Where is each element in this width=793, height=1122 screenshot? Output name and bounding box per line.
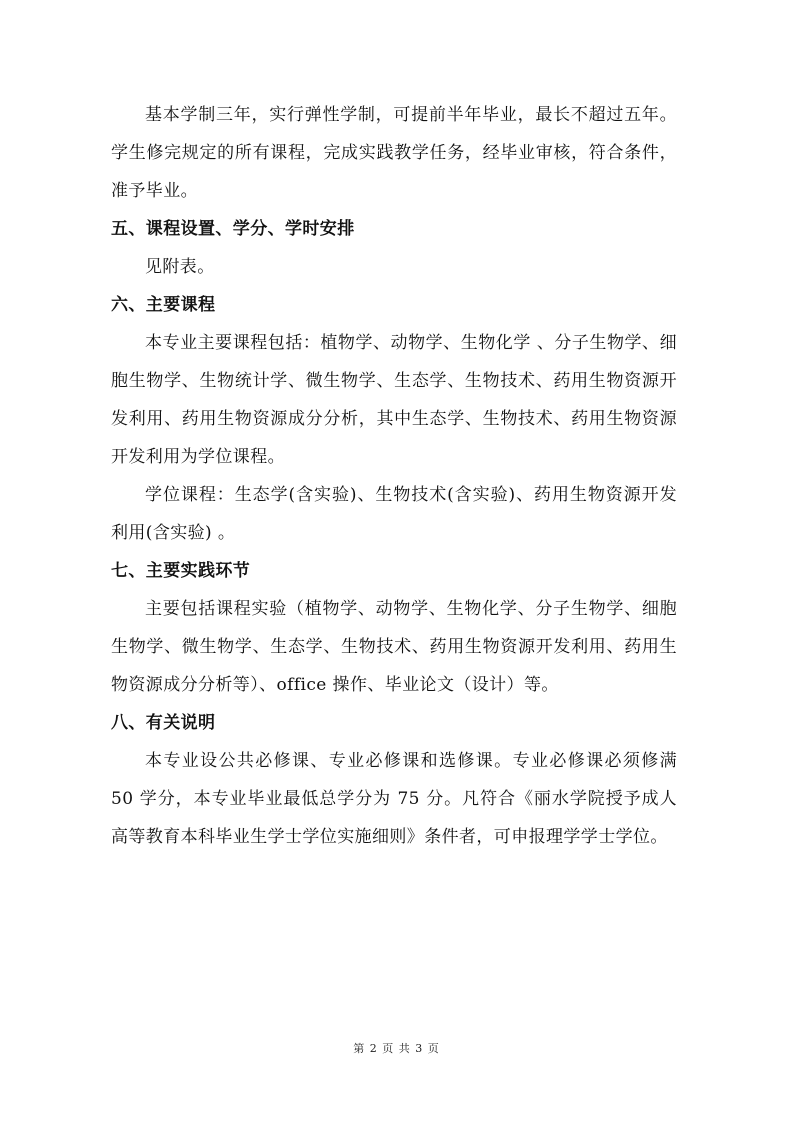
heading-notes: 八、有关说明 <box>111 713 216 733</box>
page-footer: 第 2 页 共 3 页 <box>353 1042 440 1055</box>
paragraph-notes: 本专业设公共必修课、专业必修课和选修课。专业必修课必须修满 50 学分，本专业毕业最低总学分为 75 分。凡符合《丽水学院授予成人高等教育本科毕业生学士学位实施细则》条件者，可申报理学学士学位。 <box>111 751 677 847</box>
heading-main-courses: 六、主要课程 <box>111 295 216 315</box>
heading-curriculum-credits: 五、课程设置、学分、学时安排 <box>111 219 355 239</box>
paragraph-practice: 主要包括课程实验（植物学、动物学、生物化学、分子生物学、细胞生物学、微生物学、生态学、生物技术、药用生物资源开发利用、药用生物资源成分分析等）、office 操作、毕业论文（设计）等。 <box>111 599 677 695</box>
heading-practice: 七、主要实践环节 <box>111 561 251 581</box>
paragraph-degree-courses: 学位课程：生态学(含实验)、生物技术(含实验)、药用生物资源开发利用(含实验) 。 <box>111 485 677 543</box>
document-body <box>111 96 677 856</box>
paragraph-graduation-requirements: 基本学制三年，实行弹性学制，可提前半年毕业，最长不超过五年。学生修完规定的所有课程，完成实践教学任务，经毕业审核，符合条件，准予毕业。 <box>111 105 677 201</box>
paragraph-see-appendix: 见附表。 <box>145 257 215 277</box>
paragraph-main-courses: 本专业主要课程包括：植物学、动物学、生物化学 、分子生物学、细胞生物学、生物统计学、微生物学、生态学、生物技术、药用生物资源开发利用、药用生物资源成分分析，其中生态学、生物技术、药用生物资源开发利用为学位课程。 <box>111 333 677 467</box>
